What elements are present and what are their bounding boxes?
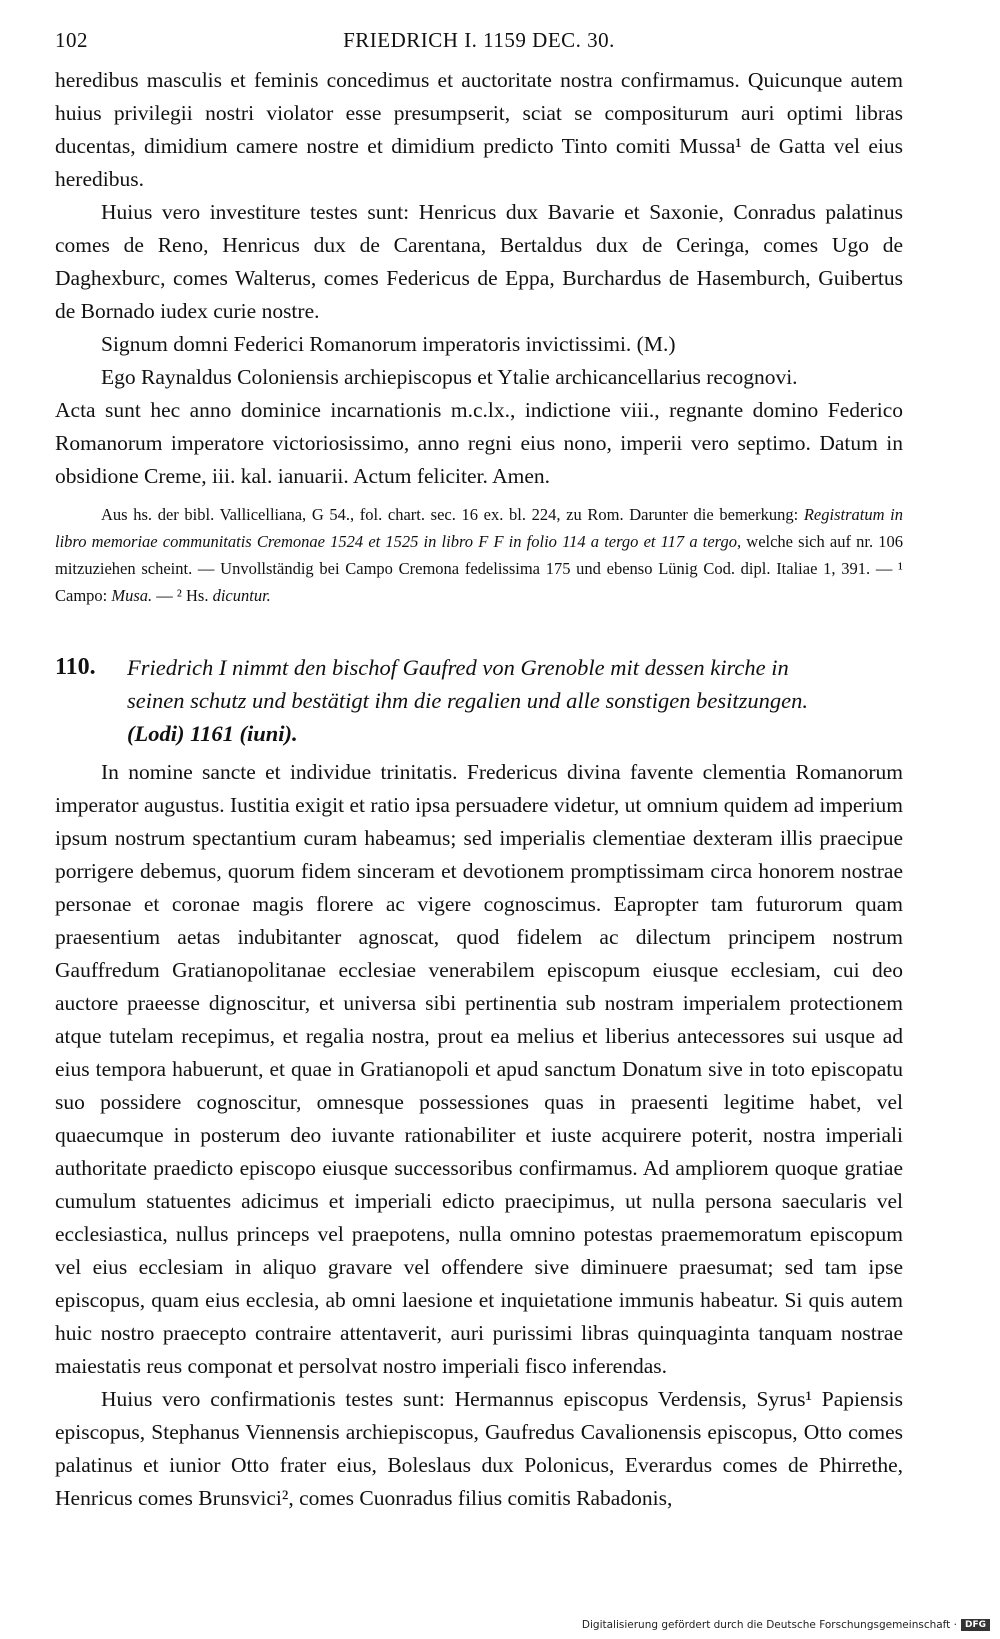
document-number: 110. [55, 654, 96, 680]
note-variant: Musa. [111, 586, 153, 605]
footnotes-109 [55, 501, 903, 609]
paragraph-witnesses: Huius vero investiture testes sunt: Henricus dux Bavarie et Saxonie, Conradus palatinus comes de Reno, Henricus dux de Carentana, Bertaldus dux de Ceringa, comes Ugo de Daghexburc, comes Walterus, comes Federicus de Eppa, Burchardus de Hasemburch, Guibertus de Bornado iudex curie nostre. [55, 200, 903, 323]
page-header [55, 28, 903, 64]
footer-text: Digitalisierung gefördert durch die Deutsche Forschungsgemeinschaft · [581, 1619, 957, 1631]
note-remark: Registratum in libro memoriae communitatis Cremonae 1524 et 1525 in libro F F in folio 114 a tergo et 117 a tergo, [55, 505, 903, 551]
note-variant2: dicuntur. [212, 586, 271, 605]
regest-date: (Lodi) 1161 (iuni). [127, 721, 298, 746]
charter-text: In nomine sancte et individue trinitatis. Fredericus divina favente clementia Romanorum imperator augustus. Iustitia exigit et ratio ipsa persuadere videtur, ut omnium quidem ad imperium ipsum nostrum spectantium curam habeamus; sed imperialis clementiae dexteram illis praecipue porrigere debemus, quorum fidem sinceram et devotionem promptissimam circa honorem nostrae personae et coronae magis florere ac vigere cognoscimus. Eapropter tam futurorum quam praesentium aetas indubitanter agnoscat, quod fidelem ac dilectum principem nostrum Gauffredum Gratianopolitanae ecclesiae venerabilem episcopum eiusque ecclesiam, cui deo auctore praeesse dignoscitur, et universa sibi pertinentia sub nostram imperialem protectionem atque tutelam recepimus, et regalia nostra, prout ea melius et liberius antecessores sui usque ad eius tempora habuerunt, et quae in Gratianopoli et apud sanctum Donatum sive in toto episcopatu suo possidere cognoscitur, omnesque possessiones quas in praesenti legitime habet, vel quaecumque in posterum deo iuvante rationabiliter et iuste acquirere poterit, nostra imperiali authoritate praedicto episcopo eiusque successoribus confirmamus. Ad ampliorem quoque gratiae cumulum statuentes adicimus et imperiali edicto praecipimus, ut nulla persona saecularis vel ecclesiastica, nullus princeps vel praepotens, nulla omnino potestas praememoratum episcopum vel eius ecclesiam in aliquo gravare vel offendere sive diminuere praesumat; sed tam ipse episcopus, quam eius ecclesia, ab omni laesione et inquietatione immunis habeatur. Si quis autem huic nostro praecepto contraire attentaverit, auri purissimi libras quinquaginta tanquam nostrae maiestatis reus componat et persolvat nostro imperiali fisco inferendas. [55, 760, 903, 1378]
document-110-heading [55, 651, 903, 750]
running-title: FRIEDRICH I. 1159 DEC. 30. [343, 28, 615, 52]
dfg-logo: DFG [961, 1619, 990, 1631]
charter-witnesses: Huius vero confirmationis testes sunt: Hermannus episcopus Verdensis, Syrus¹ Papiensis episcopus, Stephanus Viennensis archiepiscopus, Gaufredus Cavalionensis episcopus, Otto comes palatinus et iunior Otto frater eius, Boleslaus dux Polonicus, Everardus comes de Phirrethe, Henricus comes Brunsvici², comes Cuonradus filius comitis Rabadonis, [55, 1387, 903, 1510]
page-number: 102 [55, 28, 88, 52]
note-source: Aus hs. der bibl. Vallicelliana, G 54., fol. chart. sec. 16 ex. bl. 224, zu Rom. Darunter die bemerkung: [101, 505, 804, 524]
note-footnote2: — ² Hs. [156, 586, 213, 605]
recognition-line: Ego Raynaldus Coloniensis archiepiscopus et Ytalie archicancellarius recognovi. [101, 365, 798, 389]
dating-clause: Acta sunt hec anno dominice incarnationis m.c.lx., indictione viii., regnante domino Federico Romanorum imperatore victoriosissimo, anno regni eius nono, imperii vero septimo. Datum in obsidione Creme, iii. kal. ianuarii. Actum feliciter. Amen. [55, 398, 903, 488]
note-text: welche sich auf nr. 106 mitzuziehen scheint. — Unvollständig bei Campo Cremona fedelissima 175 und ebenso Lünig Cod. dipl. Italiae 1, 391. — ¹ Campo: [55, 532, 904, 605]
page [55, 28, 903, 1515]
regest-line-2: seinen schutz und bestätigt ihm die regalien und alle sonstigen besitzungen. [127, 688, 808, 713]
signum-line: Signum domni Federici Romanorum imperatoris invictissimi. (M.) [101, 332, 676, 356]
digitization-footer [582, 1619, 990, 1631]
paragraph-continuation: heredibus masculis et feminis concedimus et auctoritate nostra confirmamus. Quicunque autem huius privilegii nostri violator esse presumpserit, sciat se compositurum auri optimi libras ducentas, dimidium camere nostre et dimidium predicto Tinto comiti Mussa¹ de Gatta vel eius heredibus. [55, 68, 903, 191]
regest-title [127, 651, 808, 750]
regest-line-1: Friedrich I nimmt den bischof Gaufred von Grenoble mit dessen kirche in [127, 655, 789, 680]
